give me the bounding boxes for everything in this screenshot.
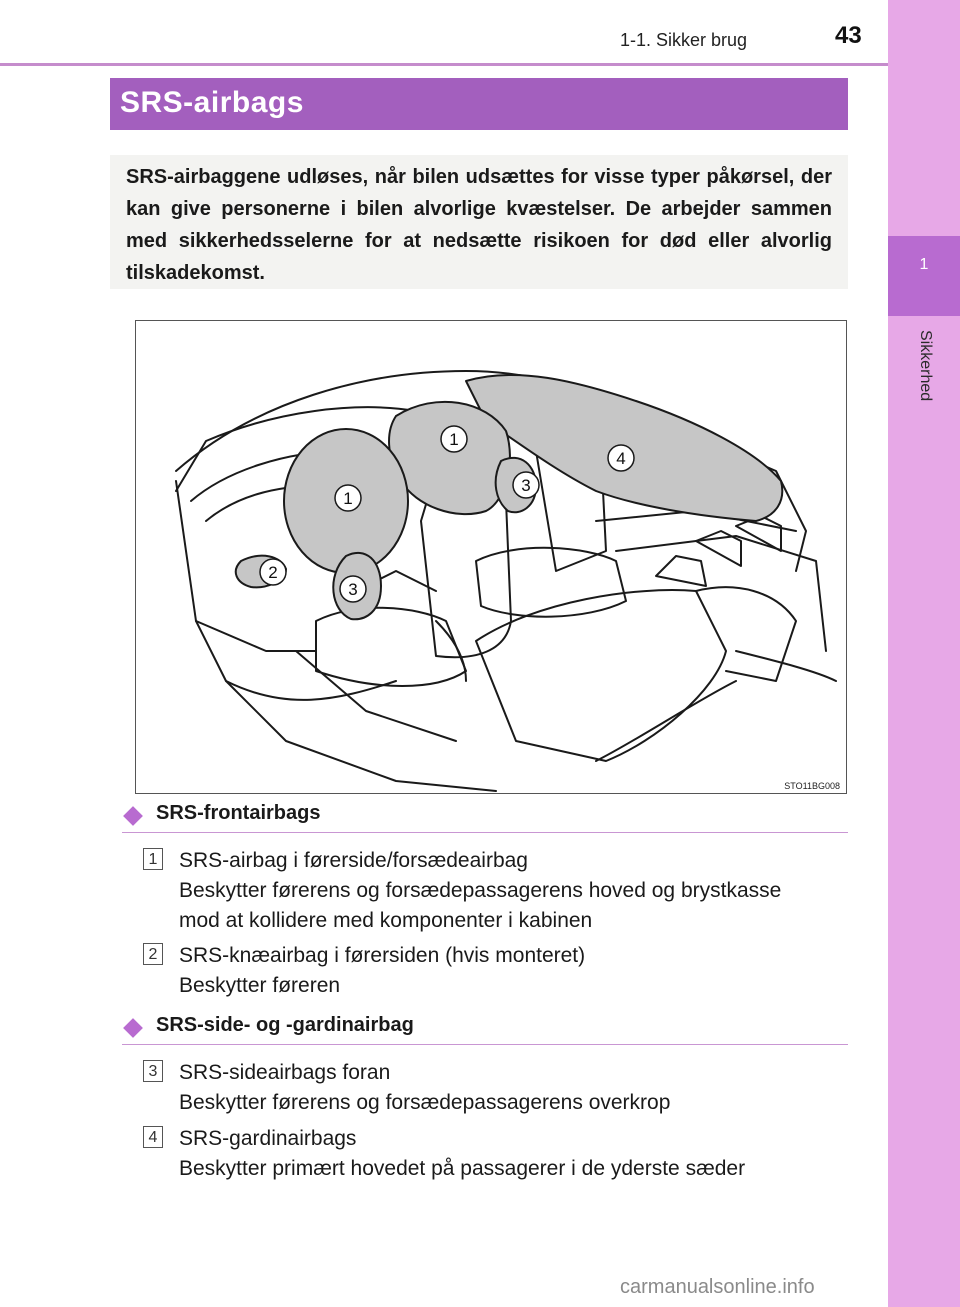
item-desc-line: Beskytter primært hovedet på passagerer i de yderste sæder (179, 1157, 746, 1180)
item-text (179, 941, 849, 1001)
callout-1-driver: 1 (343, 489, 353, 508)
section-title: SRS-side- og -gardinairbag (156, 1014, 414, 1036)
watermark: carmanualsonline.info (620, 1276, 815, 1298)
airbag-illustration (136, 321, 845, 792)
intro-text: SRS-airbaggene udløses, når bilen udsættes for visse typer påkørsel, der kan give personerne i bilen alvorlige kvæstelser. De arbejder sammen med sikkerhedsselerne for at nedsætte risikoen for død eller alvorlig tilskadekomst. (110, 155, 848, 289)
diamond-bullet-icon (123, 1018, 143, 1038)
item-desc-line: Beskytter førerens og forsædepassagerens overkrop (179, 1091, 671, 1114)
diamond-bullet-icon (123, 806, 143, 826)
item-number-badge: 4 (143, 1126, 163, 1148)
item-text (179, 1058, 849, 1118)
item-number-badge: 1 (143, 848, 163, 870)
callout-2-knee: 2 (268, 563, 278, 582)
header-rule (0, 63, 888, 66)
callout-1-passenger: 1 (449, 430, 459, 449)
item-desc-line: Beskytter føreren (179, 974, 341, 997)
callout-3-driver-side: 3 (348, 580, 358, 599)
page-number: 43 (835, 22, 862, 49)
chapter-tab-active (888, 236, 960, 316)
chapter-side-tab (888, 0, 960, 1307)
item-name: SRS-sideairbags foran (179, 1061, 391, 1084)
section-heading-side (122, 1014, 848, 1045)
item-desc-line: mod at kollidere med komponenter i kabinen (179, 909, 593, 932)
chapter-number: 1 (919, 256, 929, 273)
item-text (179, 846, 849, 936)
callout-4-curtain: 4 (616, 449, 626, 468)
section-heading-front (122, 802, 848, 833)
item-desc-line: Beskytter førerens og forsædepassagerens hoved og brystkasse (179, 879, 782, 902)
item-number-badge: 2 (143, 943, 163, 965)
section-title: SRS-frontairbags (156, 802, 321, 824)
callout-3-passenger-side: 3 (521, 476, 531, 495)
item-name: SRS-knæairbag i førersiden (hvis monteret) (179, 944, 586, 967)
header-section-title: 1-1. Sikker brug (620, 30, 748, 50)
page-title: SRS-airbags (110, 78, 848, 130)
item-text (179, 1124, 849, 1184)
figure-code: STO11BG008 (784, 781, 840, 791)
chapter-label: Sikkerhed (917, 330, 934, 402)
airbag-figure (135, 320, 847, 794)
item-name: SRS-airbag i førerside/forsædeairbag (179, 849, 528, 872)
item-name: SRS-gardinairbags (179, 1127, 357, 1150)
item-number-badge: 3 (143, 1060, 163, 1082)
